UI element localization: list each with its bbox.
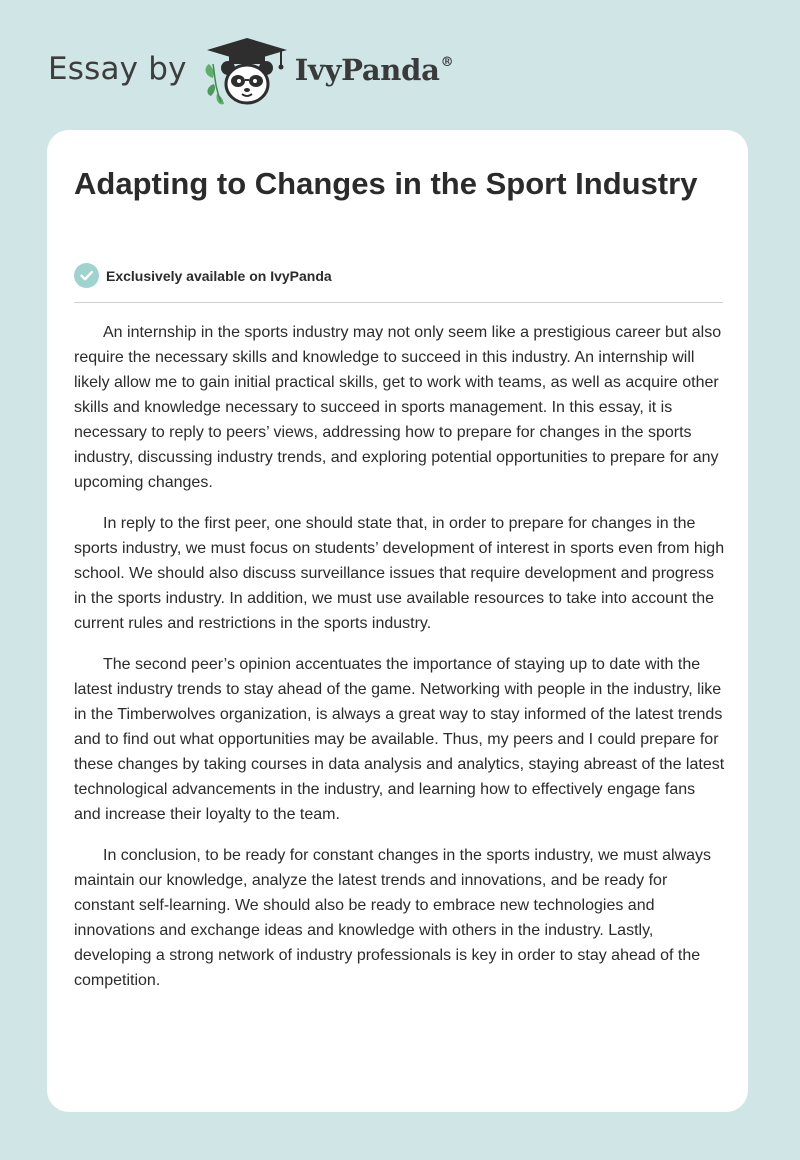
- brand-name: IvyPanda: [294, 53, 440, 87]
- essay-paragraph: In conclusion, to be ready for constant changes in the sports industry, we must always maintain our knowledge, analyze the latest trends and innovations, and be ready for constant self-learning. We should also be ready to embrace new technologies and innovations and exchange ideas and knowledge with others in the industry. Lastly, developing a strong network of industry professionals is key in order to stay ahead of the competition.: [74, 847, 712, 989]
- essay-card: [47, 130, 748, 1112]
- exclusive-availability-badge: [74, 263, 332, 288]
- site-header: [48, 34, 453, 108]
- essay-paragraph: In reply to the first peer, one should state that, in order to prepare for changes in the sports industry, we must focus on students’ development of interest in sports even from high school. We should also discuss surveillance issues that require development and progress in the sports industry. In addition, we must use available resources to take into account the current rules and restrictions in the sports industry.: [74, 515, 725, 632]
- essay-body: [74, 320, 726, 1009]
- exclusive-label: Exclusively available on IvyPanda: [106, 267, 332, 284]
- essay-paragraph: An internship in the sports industry may not only seem like a prestigious career but also require the necessary skills and knowledge to succeed in this industry. An internship will likely allow me to gain initial practical skills, get to work with teams, as well as acquire other skills and knowledge necessary to succeed in sports management. In this essay, it is necessary to reply to peers’ views, addressing how to prepare for changes in the sports industry, discussing industry trends, and exploring potential opportunities to prepare for any upcoming changes.: [74, 324, 722, 491]
- panda-graduate-icon[interactable]: [201, 34, 293, 108]
- divider: [74, 302, 723, 303]
- brand-logo-text[interactable]: [295, 53, 454, 87]
- essay-title: Adapting to Changes in the Sport Industry: [74, 166, 698, 201]
- essay-by-label: Essay by: [48, 51, 187, 87]
- essay-paragraph: The second peer’s opinion accentuates the importance of staying up to date with the latest industry trends to stay ahead of the game. Networking with people in the industry, like in the Timberwolves organization, is always a great way to stay informed of the latest trends and to find out what opportunities may be available. Thus, my peers and I could prepare for these changes by taking courses in data analysis and analytics, staying abreast of the latest technological advancements in the industry, and learning how to effectively engage fans and increase their loyalty to the team.: [74, 656, 725, 823]
- check-circle-icon: [74, 263, 99, 288]
- registered-mark: ®: [440, 55, 454, 70]
